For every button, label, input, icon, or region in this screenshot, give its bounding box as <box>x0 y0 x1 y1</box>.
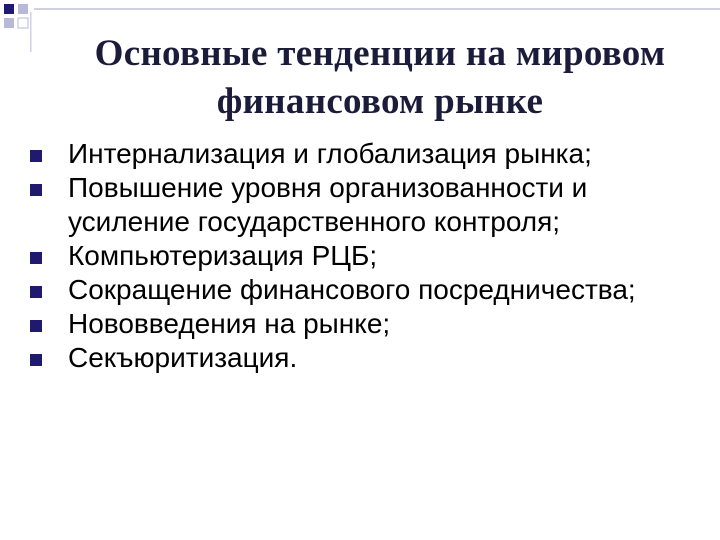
square-bullet-icon <box>30 184 42 196</box>
bullet-item <box>30 307 700 341</box>
bullet-item <box>30 171 700 239</box>
bullet-text: Нововведения на рынке; <box>68 308 391 339</box>
bullet-text: Секъюритизация. <box>68 342 298 373</box>
bullet-item <box>30 239 700 273</box>
square-bullet-icon <box>30 150 42 162</box>
bullet-item <box>30 341 700 375</box>
bullet-text: Компьютеризация РЦБ; <box>68 240 378 271</box>
square-bullet-icon <box>30 252 42 264</box>
slide-title-line-2: финансовом рынке <box>216 81 544 122</box>
bullet-item <box>30 137 700 171</box>
square-bullet-icon <box>30 286 42 298</box>
square-bullet-icon <box>30 354 42 366</box>
slide-title-line-1: Основные тенденции на мировом <box>94 33 666 74</box>
bullet-text: Повышение уровня организованности и усиление государственного контроля; <box>68 172 588 237</box>
bullet-list <box>30 137 700 375</box>
bullet-item <box>30 273 700 307</box>
bullet-text: Интернализация и глобализация рынка; <box>68 138 592 169</box>
square-bullet-icon <box>30 320 42 332</box>
bullet-text: Сокращение финансового посредничества; <box>68 274 636 305</box>
slide-title <box>40 30 720 126</box>
